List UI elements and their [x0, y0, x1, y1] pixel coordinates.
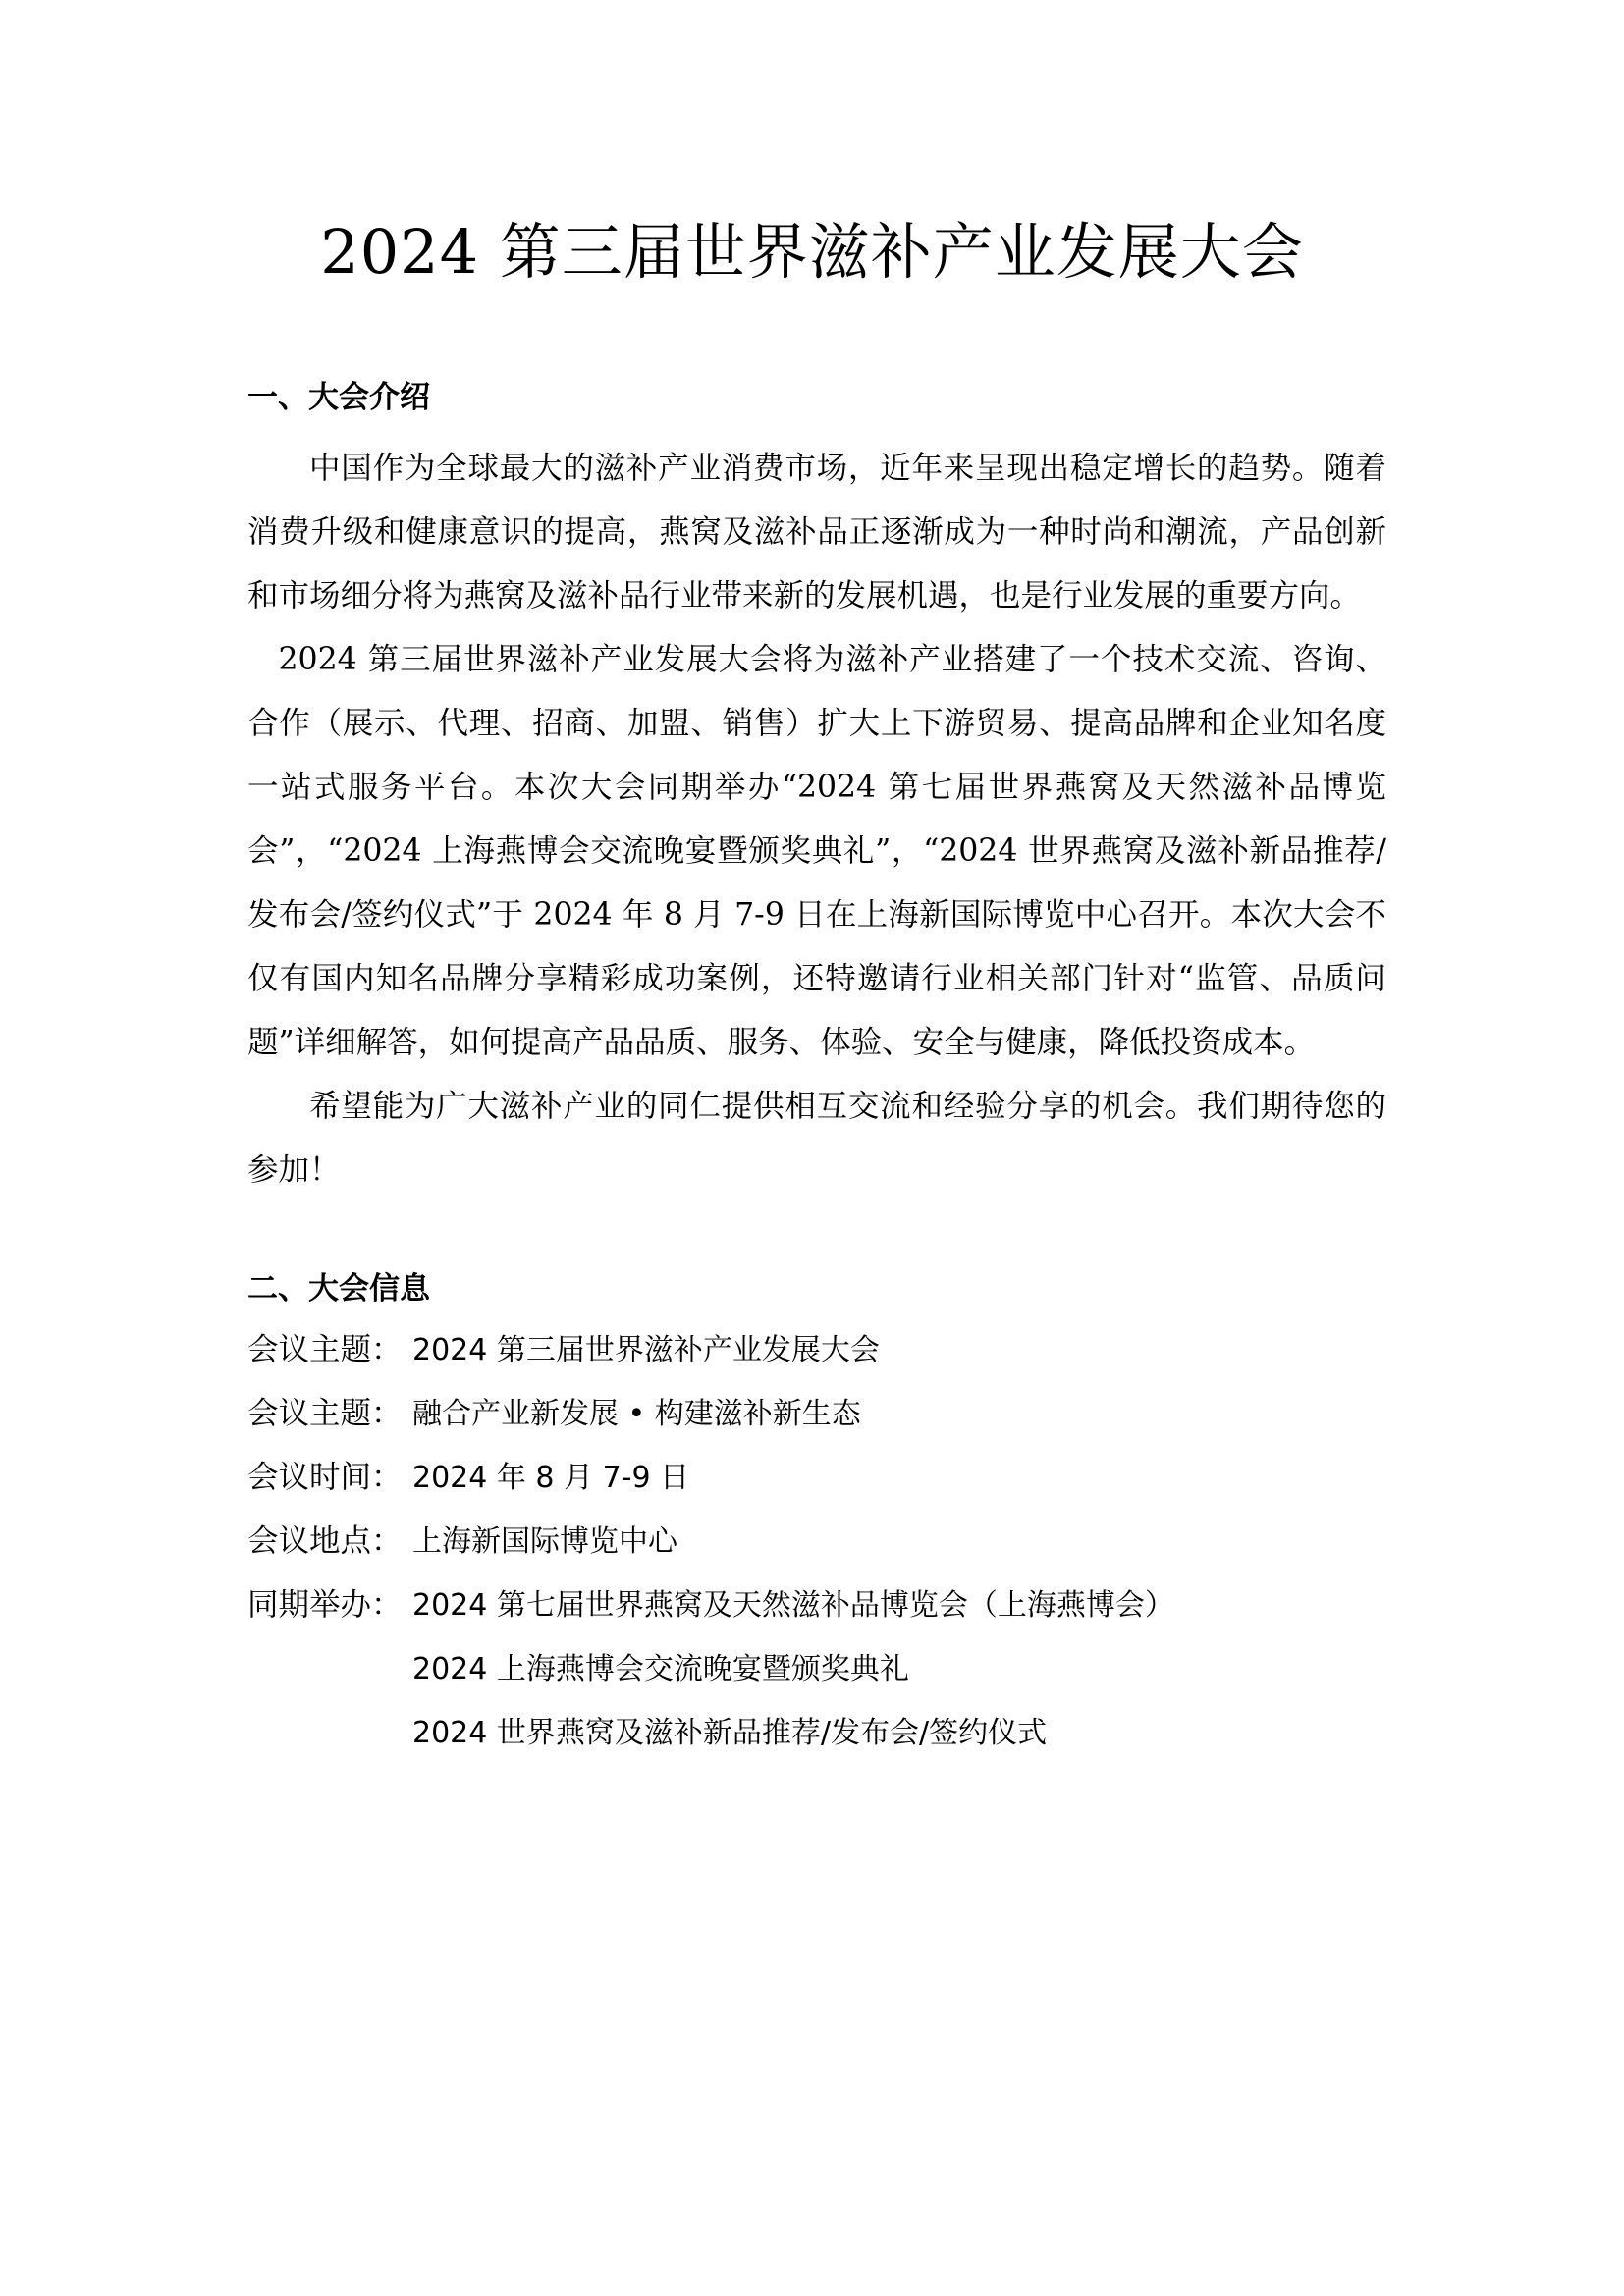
info-row-venue	[247, 1510, 1386, 1574]
info-row-concurrent-2	[247, 1637, 1386, 1701]
info-value: 上海新国际博览中心	[412, 1524, 677, 1559]
info-value: 融合产业新发展 • 构建滋补新生态	[412, 1397, 861, 1431]
info-value: 2024 世界燕窝及滋补新品推荐/发布会/签约仪式	[412, 1716, 1048, 1750]
spacer	[247, 1202, 1386, 1259]
info-value: 2024 年 8 月 7-9 日	[412, 1461, 690, 1495]
spacer	[247, 427, 1386, 437]
section-heading-intro: 一、大会介绍	[247, 380, 430, 415]
info-label: 同期举办：	[247, 1587, 403, 1623]
info-label: 会议地点：	[247, 1523, 403, 1559]
info-label: 会议时间：	[247, 1460, 403, 1495]
info-value: 2024 第三届世界滋补产业发展大会	[412, 1333, 880, 1367]
info-list	[247, 1318, 1386, 1765]
intro-paragraph-3: 希望能为广大滋补产业的同仁提供相互交流和经验分享的机会。我们期待您的参加！	[247, 1089, 1386, 1188]
info-row-theme	[247, 1318, 1386, 1382]
info-row-concurrent-3	[247, 1701, 1386, 1765]
info-label	[247, 1701, 412, 1765]
info-label: 会议主题：	[247, 1332, 403, 1367]
info-label: 会议主题：	[247, 1396, 403, 1431]
section-heading-info: 二、大会信息	[247, 1271, 430, 1307]
info-value: 2024 第七届世界燕窝及天然滋补品博览会（上海燕博会）	[412, 1588, 1174, 1623]
info-row-date	[247, 1446, 1386, 1510]
document-title: 2024 第三届世界滋补产业发展大会	[320, 216, 1304, 288]
info-row-slogan	[247, 1382, 1386, 1446]
info-row-concurrent	[247, 1574, 1386, 1637]
info-value: 2024 上海燕博会交流晚宴暨颁奖典礼	[412, 1652, 909, 1686]
document-body	[247, 368, 1386, 1765]
intro-paragraph-1: 中国作为全球最大的滋补产业消费市场，近年来呈现出稳定增长的趋势。随着消费升级和健康意识的提高，燕窝及滋补品正逐渐成为一种时尚和潮流，产品创新和市场细分将为燕窝及滋补品行业带来新的发展机遇，也是行业发展的重要方向。	[247, 451, 1386, 614]
intro-paragraph-2: 2024 第三届世界滋补产业发展大会将为滋补产业搭建了一个技术交流、咨询、合作（展示、代理、招商、加盟、销售）扩大上下游贸易、提高品牌和企业知名度一站式服务平台。本次大会同期举办“2024 第七届世界燕窝及天然滋补品博览会”，“2024 上海燕博会交流晚宴暨颁奖典礼”，“2024 世界燕窝及滋补新品推荐/发布会/签约仪式”于 2024 年 8 月 7-9 日在上海新国际博览中心召开。本次大会不仅有国内知名品牌分享精彩成功案例，还特邀请行业相关部门针对“监管、品质问题”详细解答，如何提高产品品质、服务、体验、安全与健康，降低投资成本。	[247, 642, 1386, 1060]
info-label	[247, 1637, 412, 1701]
